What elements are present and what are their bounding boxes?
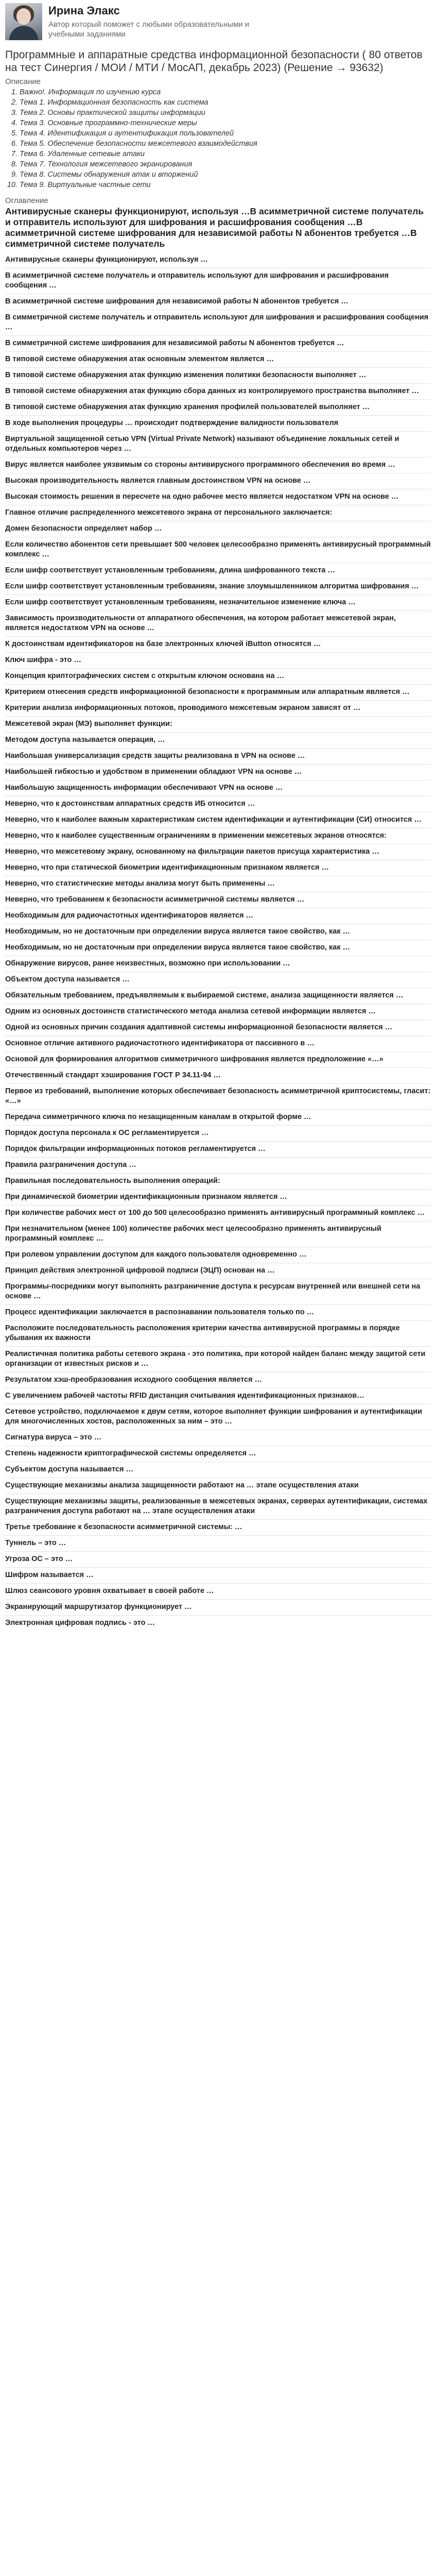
question-item: Если шифр соответствует установленным требованиям, знание злоумышленником алгоритма шифрования … xyxy=(5,579,431,595)
question-item: Необходимым, но не достаточным при определении вируса является такое свойство, как … xyxy=(5,924,431,940)
question-item: Субъектом доступа называется … xyxy=(5,1462,431,1478)
question-item: Сетевое устройство, подключаемое к двум сетям, которое выполняет функции шифрования и аутентификации для многочисленных хостов, расположенных за ним – это … xyxy=(5,1404,431,1430)
topic-item: 7. Тема 6. Удаленные сетевые атаки xyxy=(20,149,431,159)
question-item: Неверно, что к наиболее существенным ограничениям в применении межсетевых экранов относятся: xyxy=(5,828,431,844)
question-item: Обязательным требованием, предъявляемым к выбираемой системе, анализа защищенности является … xyxy=(5,988,431,1004)
question-item: Третье требование к безопасности асимметричной системы: … xyxy=(5,1520,431,1536)
question-item: Неверно, что при статической биометрии идентификационным признаком является … xyxy=(5,860,431,876)
question-item: Антивирусные сканеры функционируют, используя … xyxy=(5,252,431,268)
question-item: В типовой системе обнаружения атак функцию изменения политики безопасности выполняет … xyxy=(5,368,431,384)
question-item: Шифром называется … xyxy=(5,1568,431,1584)
question-item: При незначительном (менее 100) количестве рабочих мест целесообразно применять антивирусный программный комплекс … xyxy=(5,1222,431,1247)
question-item: Вирус является наиболее уязвимым со стороны антивирусного программного обеспечения во время … xyxy=(5,457,431,473)
question-item: Степень надежности криптографической системы определяется … xyxy=(5,1446,431,1462)
question-item: Критерии анализа информационных потоков, проводимого межсетевым экраном зависят от … xyxy=(5,701,431,717)
question-item: Ключ шифра - это … xyxy=(5,653,431,669)
question-item: Электронная цифровая подпись - это … xyxy=(5,1619,155,1627)
topic-item: 8. Тема 7. Технология межсетевого экранирования xyxy=(20,159,431,170)
question-item: Главное отличие распределенного межсетевого экрана от персонального заключается: xyxy=(5,505,431,521)
author-block xyxy=(5,0,431,43)
question-item: Правильная последовательность выполнения операций: xyxy=(5,1174,431,1190)
topic-item: 3. Тема 2. Основы практической защиты информации xyxy=(20,108,431,118)
question-item: Неверно, что статистические методы анализа могут быть применены … xyxy=(5,876,431,892)
question-item: Неверно, что к наиболее важным характеристикам систем идентификации и аутентификации (СИ) относится … xyxy=(5,812,431,828)
topic-item: 5. Тема 4. Идентификация и аутентификация пользователей xyxy=(20,128,431,139)
question-item: При ролевом управлении доступом для каждого пользователя одновременно … xyxy=(5,1247,431,1263)
topic-list xyxy=(5,87,431,190)
question-item: В асимметричной системе шифрования для независимой работы N абонентов требуется … xyxy=(5,294,431,310)
question-item: Основное отличие активного радиочастотного идентификатора от пассивного в … xyxy=(5,1036,431,1052)
question-item: Шлюз сеансового уровня охватывает в своей работе … xyxy=(5,1584,431,1600)
question-item: Порядок фильтрации информационных потоков регламентируется … xyxy=(5,1142,431,1158)
topic-item: 1. Важно!. Информация по изучению курса xyxy=(20,87,431,97)
question-item: Домен безопасности определяет набор … xyxy=(5,521,431,537)
question-item: Передача симметричного ключа по незащищенным каналам в открытой форме … xyxy=(5,1110,431,1126)
question-item: Методом доступа называется операция, … xyxy=(5,733,431,749)
question-item: Первое из требований, выполнение которых обеспечивает безопасность асимметричной криптосистемы, гласит: «…» xyxy=(5,1084,431,1110)
question-item: Необходимым, но не достаточным при определении вируса является такое свойство, как … xyxy=(5,940,431,956)
question-item: Туннель – это … xyxy=(5,1536,431,1552)
question-item: В симметричной системе шифрования для независимой работы N абонентов требуется … xyxy=(5,336,431,352)
question-item: В симметричной системе получатель и отправитель используют для шифрования и расшифрования сообщения … xyxy=(5,310,431,336)
question-item: Основой для формирования алгоритмов симметричного шифрования является предположение «…» xyxy=(5,1052,431,1068)
question-item: Существующие механизмы анализа защищенности работают на … этапе осуществления атаки xyxy=(5,1478,431,1494)
question-item: Виртуальной защищенной сетью VPN (Virtual Private Network) называют объединение локальных сетей и отдельных компьютеров через … xyxy=(5,432,431,457)
contents-lead: Антивирусные сканеры функционируют, используя …В асимметричной системе получатель и отправитель используют для шифрования и расшифрования сообщения …В асимметричной системе шифрования для независимой работы N абонентов требуется …В симметричной системе получатель xyxy=(5,206,424,249)
topic-item: 4. Тема 3. Основные программно-технические меры xyxy=(20,118,431,128)
question-item: Отечественный стандарт хэширования ГОСТ Р 34.11-94 … xyxy=(5,1068,431,1084)
author-avatar[interactable] xyxy=(5,3,42,40)
question-item: Процесс идентификации заключается в распознавании пользователя только по … xyxy=(5,1305,431,1321)
question-list xyxy=(5,252,431,1631)
question-item: К достоинствам идентификаторов на базе электронных ключей iButton относятся … xyxy=(5,637,431,653)
question-item: Реалистичная политика работы сетевого экрана - это политика, при которой найден баланс между защитой сети организации от известных рисков и … xyxy=(5,1347,431,1372)
question-item: Порядок доступа персонала к ОС регламентируется … xyxy=(5,1126,431,1142)
page-title: Программные и аппаратные средства информационной безопасности ( 80 ответов на тест Синергия / МОИ / МТИ / МосАП, декабрь 2023) (Решение → 93632) xyxy=(5,49,423,74)
question-item: Если количество абонентов сети превышает 500 человек целесообразно применять антивирусный программный комплекс … xyxy=(5,537,431,563)
author-info xyxy=(48,3,265,39)
question-item: Неверно, что требованием к безопасности асимметричной системы является … xyxy=(5,892,431,908)
question-item: Межсетевой экран (МЭ) выполняет функции: xyxy=(5,717,431,733)
question-item: Угроза ОС – это … xyxy=(5,1552,431,1568)
question-item: Одной из основных причин создания адаптивной системы информационной безопасности является … xyxy=(5,1020,431,1036)
question-item: Концепция криптографических систем с открытым ключом основана на … xyxy=(5,669,431,685)
question-item: В типовой системе обнаружения атак функцию хранения профилей пользователей выполняет … xyxy=(5,400,431,416)
question-item: Объектом доступа называется … xyxy=(5,972,431,988)
question-item: Зависимость производительности от аппаратного обеспечения, на котором работает межсетевой экран, является недостатком VPN на основе … xyxy=(5,611,431,637)
question-item: Принцип действия электронной цифровой подписи (ЭЦП) основан на … xyxy=(5,1263,431,1279)
author-description: Автор который поможет с любыми образовательными и учебными заданиями xyxy=(48,20,250,39)
question-item: С увеличением рабочей частоты RFID дистанция считывания идентификационных признаков… xyxy=(5,1388,431,1404)
topic-item: 9. Тема 8. Системы обнаружения атак и вторжений xyxy=(20,170,431,180)
question-item: В типовой системе обнаружения атак функцию сбора данных из контролируемого пространства выполняет … xyxy=(5,384,431,400)
question-item: Обнаружение вирусов, ранее неизвестных, возможно при использовании … xyxy=(5,956,431,972)
author-name[interactable]: Ирина Элакс xyxy=(48,4,120,17)
question-item: Программы-посредники могут выполнять разграничение доступа к ресурсам внутренней или внешней сети на основе … xyxy=(5,1279,431,1305)
question-item: Высокая производительность является главным достоинством VPN на основе … xyxy=(5,473,431,489)
contents-label: Оглавление xyxy=(5,196,48,205)
question-item: Высокая стоимость решения в пересчете на одно рабочее место является недостатком VPN на основе … xyxy=(5,489,431,505)
question-item: Наибольшая универсализация средств защиты реализована в VPN на основе … xyxy=(5,749,431,765)
question-item: Неверно, что к достоинствам аппаратных средств ИБ относится … xyxy=(5,796,431,812)
question-item: Наибольшей гибкостью и удобством в применении обладают VPN на основе … xyxy=(5,765,431,781)
question-item: При количестве рабочих мест от 100 до 500 целесообразно применять антивирусный программный комплекс … xyxy=(5,1206,431,1222)
topic-item: 6. Тема 5. Обеспечение безопасности межсетевого взаимодействия xyxy=(20,139,431,149)
question-item: Неверно, что межсетевому экрану, основанному на фильтрации пакетов присуща характеристика … xyxy=(5,844,431,860)
question-item: Экранирующий маршрутизатор функционирует … xyxy=(5,1600,431,1616)
description-label: Описание xyxy=(5,77,41,86)
topic-item: 10. Тема 9. Виртуальные частные сети xyxy=(20,180,431,190)
question-item: В типовой системе обнаружения атак основным элементом является … xyxy=(5,352,431,368)
question-item: Существующие механизмы защиты, реализованные в межсетевых экранах, серверах аутентификации, системах разграничения доступа работают на … этапе осуществления атаки xyxy=(5,1494,431,1520)
question-item: Необходимым для радиочастотных идентификаторов является … xyxy=(5,908,431,924)
question-item: В асимметричной системе получатель и отправитель используют для шифрования и расшифрования сообщения … xyxy=(5,268,431,294)
question-item: Расположите последовательность расположения критерии качества антивирусной программы в порядке убывания их важности xyxy=(5,1321,431,1347)
question-item: Наибольшую защищенность информации обеспечивают VPN на основе … xyxy=(5,781,431,796)
question-item: Если шифр соответствует установленным требованиям, длина шифрованного текста … xyxy=(5,563,431,579)
question-item: Результатом хэш-преобразования исходного сообщения является … xyxy=(5,1372,431,1388)
topic-item: 2. Тема 1. Информационная безопасность как система xyxy=(20,97,431,108)
question-item: Одним из основных достоинств статистического метода анализа сетевой информации является … xyxy=(5,1004,431,1020)
question-item: Если шифр соответствует установленным требованиям, незначительное изменение ключа … xyxy=(5,595,431,611)
question-item: Критерием отнесения средств информационной безопасности к программным или аппаратным является … xyxy=(5,685,431,701)
question-item: При динамической биометрии идентификационным признаком является … xyxy=(5,1190,431,1206)
question-item: Сигнатура вируса – это … xyxy=(5,1430,431,1446)
question-item: В ходе выполнения процедуры … происходит подтверждение валидности пользователя xyxy=(5,416,431,432)
question-item: Правила разграничения доступа … xyxy=(5,1158,431,1174)
